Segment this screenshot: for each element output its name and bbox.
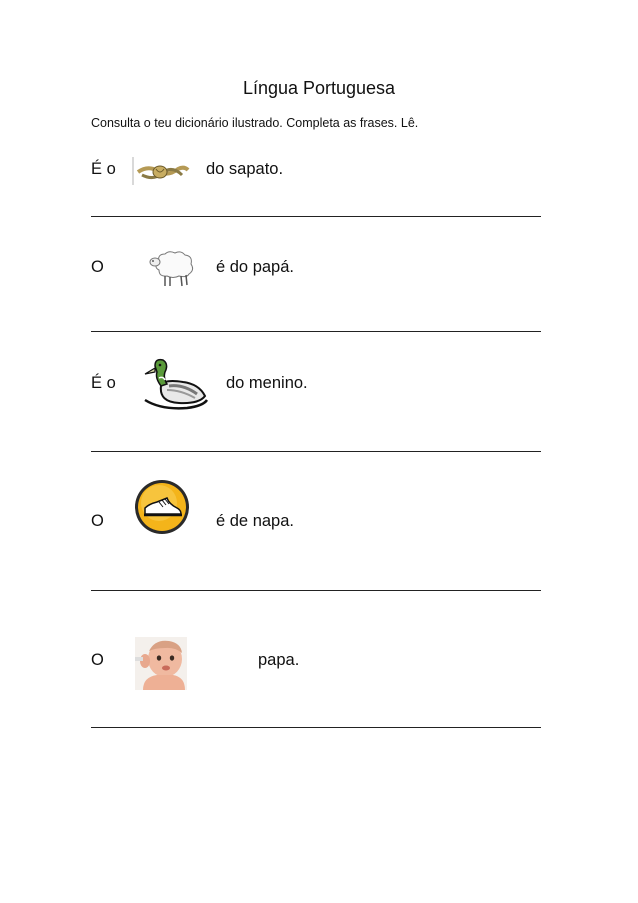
duck-icon <box>141 356 209 412</box>
sentence-1-end: do sapato. <box>206 160 284 178</box>
shoelace-knot-icon <box>128 155 190 187</box>
answer-line-2[interactable] <box>91 331 541 332</box>
sentence-2-end: é do papá. <box>216 258 294 276</box>
sentence-5-start: O <box>91 651 104 669</box>
sentence-1-start: É o <box>91 160 116 178</box>
answer-line-5[interactable] <box>91 727 541 728</box>
sneaker-badge-icon <box>133 478 191 536</box>
sentence-4-start: O <box>91 512 104 530</box>
sheep-icon <box>147 248 197 288</box>
sentence-3-start: É o <box>91 374 116 392</box>
sentence-2-start: O <box>91 258 104 276</box>
page-title: Língua Portuguesa <box>242 78 396 98</box>
answer-line-3[interactable] <box>91 451 541 452</box>
sentence-4-end: é de napa. <box>216 512 294 530</box>
answer-line-1[interactable] <box>91 216 541 217</box>
baby-icon <box>135 637 187 690</box>
instruction-text: Consulta o teu dicionário ilustrado. Completa as frases. Lê. <box>91 116 419 130</box>
answer-line-4[interactable] <box>91 590 541 591</box>
sentence-5-end: papa. <box>258 651 300 669</box>
sentence-3-end: do menino. <box>226 374 308 392</box>
